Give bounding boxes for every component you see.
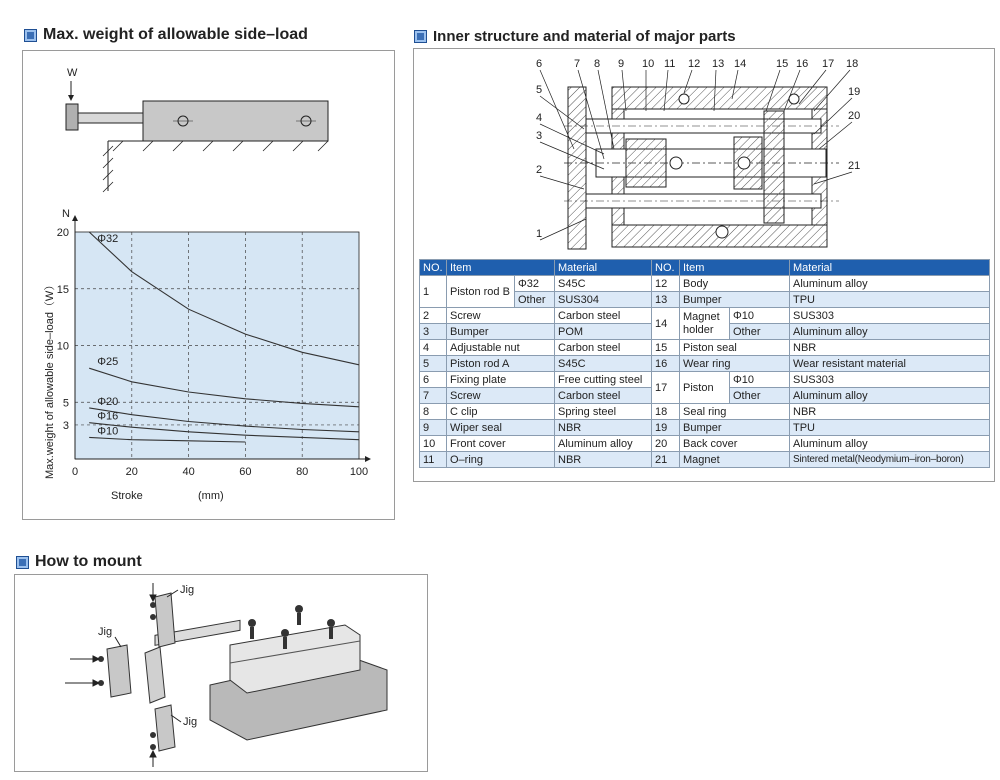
callout-number: 14	[734, 58, 747, 70]
cell-no: 15	[652, 340, 680, 356]
structure-drawing	[414, 49, 994, 259]
mount-section-title	[16, 553, 142, 571]
callout-number: 18	[846, 58, 859, 70]
jig-label-bottom: Jig	[183, 716, 198, 728]
table-row	[420, 436, 990, 452]
sideload-panel	[22, 50, 395, 520]
cell-material: Free cutting steel	[555, 372, 652, 388]
cell-material: Carbon steel	[555, 340, 652, 356]
cell-no: 13	[652, 292, 680, 308]
y-axis-label: Max.weight of allowable side–load（W）	[44, 279, 56, 479]
y-tick-label: 3	[62, 419, 69, 432]
cell-item: Bumper	[680, 292, 790, 308]
callout-number: 1	[536, 228, 543, 240]
cell-item: Adjustable nut	[447, 340, 555, 356]
top-jig-shape	[155, 593, 175, 647]
cell-item: Seal ring	[680, 404, 790, 420]
series-label: Φ16	[97, 410, 119, 423]
cell-item: Back cover	[680, 436, 790, 452]
cell-material: Aluminum alloy	[790, 436, 990, 452]
cell-material: Carbon steel	[555, 308, 652, 324]
inner-section-title	[414, 28, 736, 45]
x-axis-label: Stroke	[111, 490, 143, 502]
cell-item: Fixing plate	[447, 372, 555, 388]
cell-material: Spring steel	[555, 404, 652, 420]
cell-no: 9	[420, 420, 447, 436]
cell-material: Aluminum alloy	[790, 388, 990, 404]
y-tick-label: 20	[56, 227, 69, 239]
callout-number: 12	[688, 58, 701, 70]
cell-item: Screw	[447, 308, 555, 324]
sideload-title-text: Max. weight of allowable side–load	[43, 26, 308, 43]
series-label: Φ32	[97, 233, 119, 245]
table-row	[420, 372, 990, 388]
cell-material: Sintered metal(Neodymium–iron–boron)	[790, 452, 990, 468]
cell-no: 17	[652, 372, 680, 404]
cell-item: Piston rod A	[447, 356, 555, 372]
cell-item: Screw	[447, 388, 555, 404]
cell-no: 8	[420, 404, 447, 420]
cell-material: Carbon steel	[555, 388, 652, 404]
header-item: Item	[447, 260, 555, 276]
cell-no: 4	[420, 340, 447, 356]
callout-number: 10	[642, 58, 655, 70]
callout-number: 5	[536, 84, 543, 96]
sideload-cylinder-drawing	[66, 67, 328, 192]
cell-item: Magnet	[680, 452, 790, 468]
mount-panel	[14, 574, 428, 772]
fixing-plate-shape	[145, 647, 165, 703]
cell-sub: Other	[515, 292, 555, 308]
callout-number: 20	[848, 110, 861, 122]
cell-material: POM	[555, 324, 652, 340]
cell-material: SUS303	[790, 372, 990, 388]
callout-number: 19	[848, 86, 861, 98]
cell-material: NBR	[790, 340, 990, 356]
y-tick-label: 15	[56, 283, 69, 296]
cell-sub: Φ32	[515, 276, 555, 292]
table-row	[420, 276, 990, 292]
cell-item: Piston	[680, 372, 730, 404]
cell-no: 16	[652, 356, 680, 372]
x-tick-label: 80	[296, 466, 309, 478]
callout-number: 13	[712, 58, 725, 70]
cell-no: 14	[652, 308, 680, 340]
cell-no: 12	[652, 276, 680, 292]
sideload-section-title	[24, 26, 308, 44]
cell-item: C clip	[447, 404, 555, 420]
header-material-2: Material	[790, 260, 990, 276]
cell-material: Aluminum alloy	[555, 436, 652, 452]
table-row	[420, 404, 990, 420]
jig-label-top: Jig	[180, 584, 195, 596]
callout-number: 21	[848, 160, 861, 172]
table-row	[420, 452, 990, 468]
callout-number: 2	[536, 164, 543, 176]
callout-number: 4	[536, 112, 543, 124]
x-tick-label: 20	[125, 466, 138, 478]
cell-no: 20	[652, 436, 680, 452]
cell-no: 1	[420, 276, 447, 308]
table-row	[420, 308, 990, 324]
sideload-svg	[23, 51, 394, 519]
callout-number: 6	[536, 58, 543, 70]
section-bullet-icon	[414, 30, 427, 43]
header-item-2: Item	[680, 260, 790, 276]
left-jig-shape	[107, 645, 131, 697]
cell-item: Wiper seal	[447, 420, 555, 436]
jig-label-left: Jig	[98, 626, 113, 638]
cell-material: Aluminum alloy	[790, 324, 990, 340]
y-unit-label: N	[62, 208, 70, 220]
cell-sub: Φ10	[730, 372, 790, 388]
bottom-jig-shape	[155, 705, 175, 751]
cell-item: Magnet holder	[680, 308, 730, 340]
header-no: NO.	[420, 260, 447, 276]
y-axis-arrow-icon	[72, 215, 78, 221]
cell-material: TPU	[790, 420, 990, 436]
callout-number: 3	[536, 130, 543, 142]
cell-material: SUS303	[790, 308, 990, 324]
cell-no: 21	[652, 452, 680, 468]
cell-item: Piston seal	[680, 340, 790, 356]
x-axis-arrow-icon	[365, 456, 371, 462]
inner-structure-panel	[413, 48, 995, 482]
cell-sub: Other	[730, 324, 790, 340]
series-label: Φ20	[97, 395, 119, 408]
cell-no: 11	[420, 452, 447, 468]
section-bullet-icon	[16, 556, 29, 569]
x-unit-label: (mm)	[198, 490, 224, 502]
cell-item: Bumper	[680, 420, 790, 436]
cell-no: 5	[420, 356, 447, 372]
header-material: Material	[555, 260, 652, 276]
y-tick-label: 10	[56, 340, 69, 353]
cell-item: Wear ring	[680, 356, 790, 372]
cell-no: 19	[652, 420, 680, 436]
mount-drawing	[15, 575, 427, 771]
cell-no: 7	[420, 388, 447, 404]
cell-material: NBR	[790, 404, 990, 420]
w-label: W	[67, 67, 78, 79]
parts-table	[419, 259, 990, 468]
fixing-plate-shape	[568, 87, 586, 249]
cell-item: O–ring	[447, 452, 555, 468]
header-no-2: NO.	[652, 260, 680, 276]
cell-sub: Φ10	[730, 308, 790, 324]
cell-no: 2	[420, 308, 447, 324]
cell-material: SUS304	[555, 292, 652, 308]
sideload-chart	[43, 208, 371, 502]
cell-material: TPU	[790, 292, 990, 308]
callout-number: 8	[594, 58, 601, 70]
table-row	[420, 420, 990, 436]
cell-item: Bumper	[447, 324, 555, 340]
table-row	[420, 340, 990, 356]
cell-no: 6	[420, 372, 447, 388]
cell-no: 18	[652, 404, 680, 420]
x-tick-label: 100	[349, 466, 369, 478]
cell-material: Wear resistant material	[790, 356, 990, 372]
cell-material: NBR	[555, 452, 652, 468]
cell-material: Aluminum alloy	[790, 276, 990, 292]
cell-no: 10	[420, 436, 447, 452]
y-tick-label: 5	[62, 397, 69, 410]
inner-title-text: Inner structure and material of major parts	[433, 28, 736, 45]
series-label: Φ25	[97, 356, 119, 369]
callout-number: 17	[822, 58, 835, 70]
callout-number: 16	[796, 58, 809, 70]
cell-no: 3	[420, 324, 447, 340]
callout-number: 9	[618, 58, 625, 70]
cell-item: Front cover	[447, 436, 555, 452]
callout-number: 15	[776, 58, 789, 70]
table-header-row	[420, 260, 990, 276]
cell-material: NBR	[555, 420, 652, 436]
cell-material: S45C	[555, 276, 652, 292]
x-tick-label: 60	[239, 466, 252, 478]
cell-item: Body	[680, 276, 790, 292]
table-row	[420, 356, 990, 372]
x-tick-label: 40	[182, 466, 195, 478]
callout-number: 11	[664, 58, 676, 70]
cell-sub: Other	[730, 388, 790, 404]
cell-item: Piston rod B	[447, 276, 515, 308]
callout-number: 7	[574, 58, 581, 70]
section-bullet-icon	[24, 29, 37, 42]
x-tick-label: 0	[71, 466, 79, 478]
cell-material: S45C	[555, 356, 652, 372]
series-label: Φ10	[97, 425, 119, 438]
mount-title-text: How to mount	[35, 553, 142, 570]
